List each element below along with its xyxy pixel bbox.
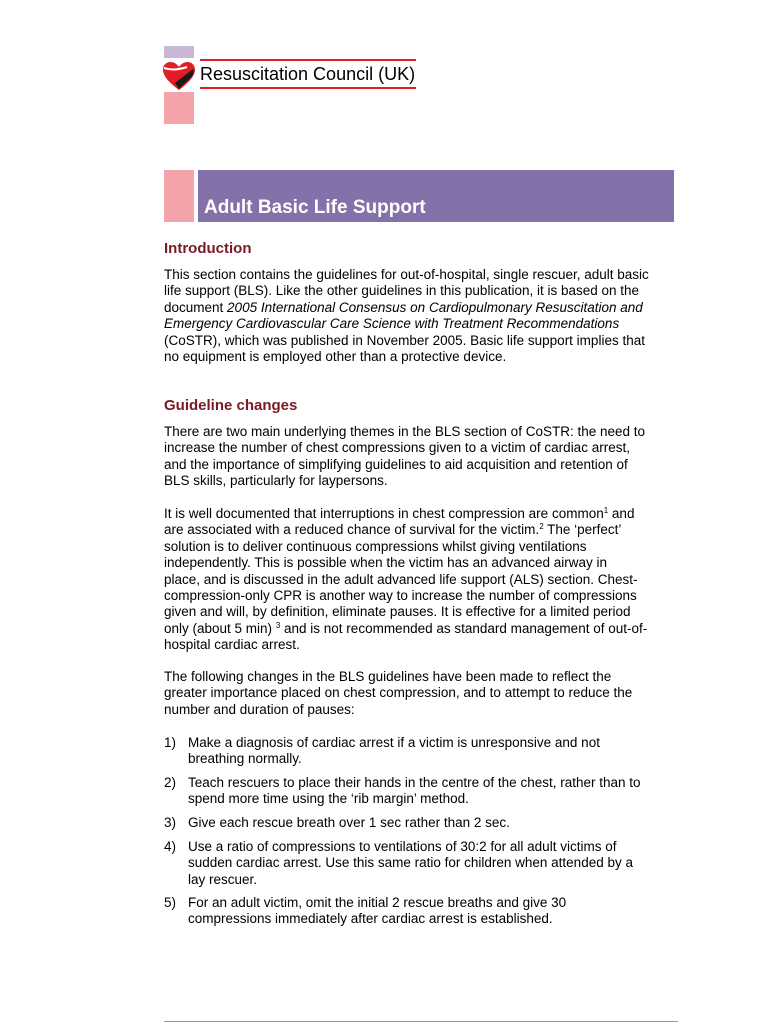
citation-2: 2 xyxy=(539,522,544,532)
changes-paragraph-2: It is well documented that interruptions in chest compression are common$^1$ and are associated with a reduced chance of survival for the victim.$^2$ The ‘perfect’ solution is to deliver continuous compressions whilst giving ventilations independently. This is possible when the victim has an advanced airway in place, and is discussed in the adult advanced life support (ALS) section. Chest- compression-only CPR is another way to increase the number of compressions given and will, by definition, eliminate pauses. It is effective for a limited period only (about 5 min) $^3$ and is not recommended as standard management of out-of- hospital cardiac arrest. xyxy=(164,506,648,653)
page-title: Adult Basic Life Support xyxy=(204,197,426,218)
list-item: 3) Give each rescue breath over 1 sec rather than 2 sec. xyxy=(164,815,510,830)
citation-1: 1 xyxy=(603,506,609,515)
list-item: 1) Make a diagnosis of cardiac arrest if a victim is unresponsive and not breathing normally. xyxy=(164,735,600,767)
changes-paragraph-1: There are two main underlying themes in the BLS section of CoSTR: the need to increase the number of chest compressions given to a victim of cardiac arrest, and the importance of simplifying guidelines to aid acquisition and retention of BLS skills, particularly for laypersons. xyxy=(164,424,646,489)
list-item: 5) For an adult victim, omit the initial 2 rescue breaths and give 30 compressions immediately after cardiac arrest is established. xyxy=(164,895,567,927)
heart-logo-icon xyxy=(162,61,196,91)
logo-rule-bottom xyxy=(200,87,416,89)
list-item: 2) Teach rescuers to place their hands in the centre of the chest, rather than to spend more time using the ‘rib margin’ method. xyxy=(164,775,641,807)
logo-bar-pink xyxy=(164,92,194,124)
org-name: Resuscitation Council (UK) xyxy=(200,64,416,84)
changes-paragraph-3: The following changes in the BLS guidelines have been made to reflect the greater importance placed on chest compression, and to attempt to reduce the number and duration of pauses: xyxy=(164,669,633,717)
footer-rule xyxy=(164,1021,678,1022)
changes-heading: Guideline changes xyxy=(164,397,298,414)
citation-3: 3 xyxy=(275,620,281,630)
banner-accent xyxy=(164,170,194,222)
list-item: 4) Use a ratio of compressions to ventilations of 30:2 for all adult victims of sudden cardiac arrest. Use this same ratio for children when attended by a lay rescuer. xyxy=(164,839,633,887)
intro-paragraph: This section contains the guidelines for out-of-hospital, single rescuer, adult basic life support (BLS). Like the other guidelines in this publication, it is based on the document 2005 International Consensus on Cardiopulmonary Resuscitation and Emergency Cardiovascular Care Science with Treatment Recommendations (CoSTR), which was published in November 2005. Basic life support implies that no equipment is employed other than a protective device. xyxy=(164,267,649,365)
logo-bar-lavender xyxy=(164,46,194,58)
intro-heading: Introduction xyxy=(164,240,252,257)
logo-rule-top xyxy=(200,59,416,61)
